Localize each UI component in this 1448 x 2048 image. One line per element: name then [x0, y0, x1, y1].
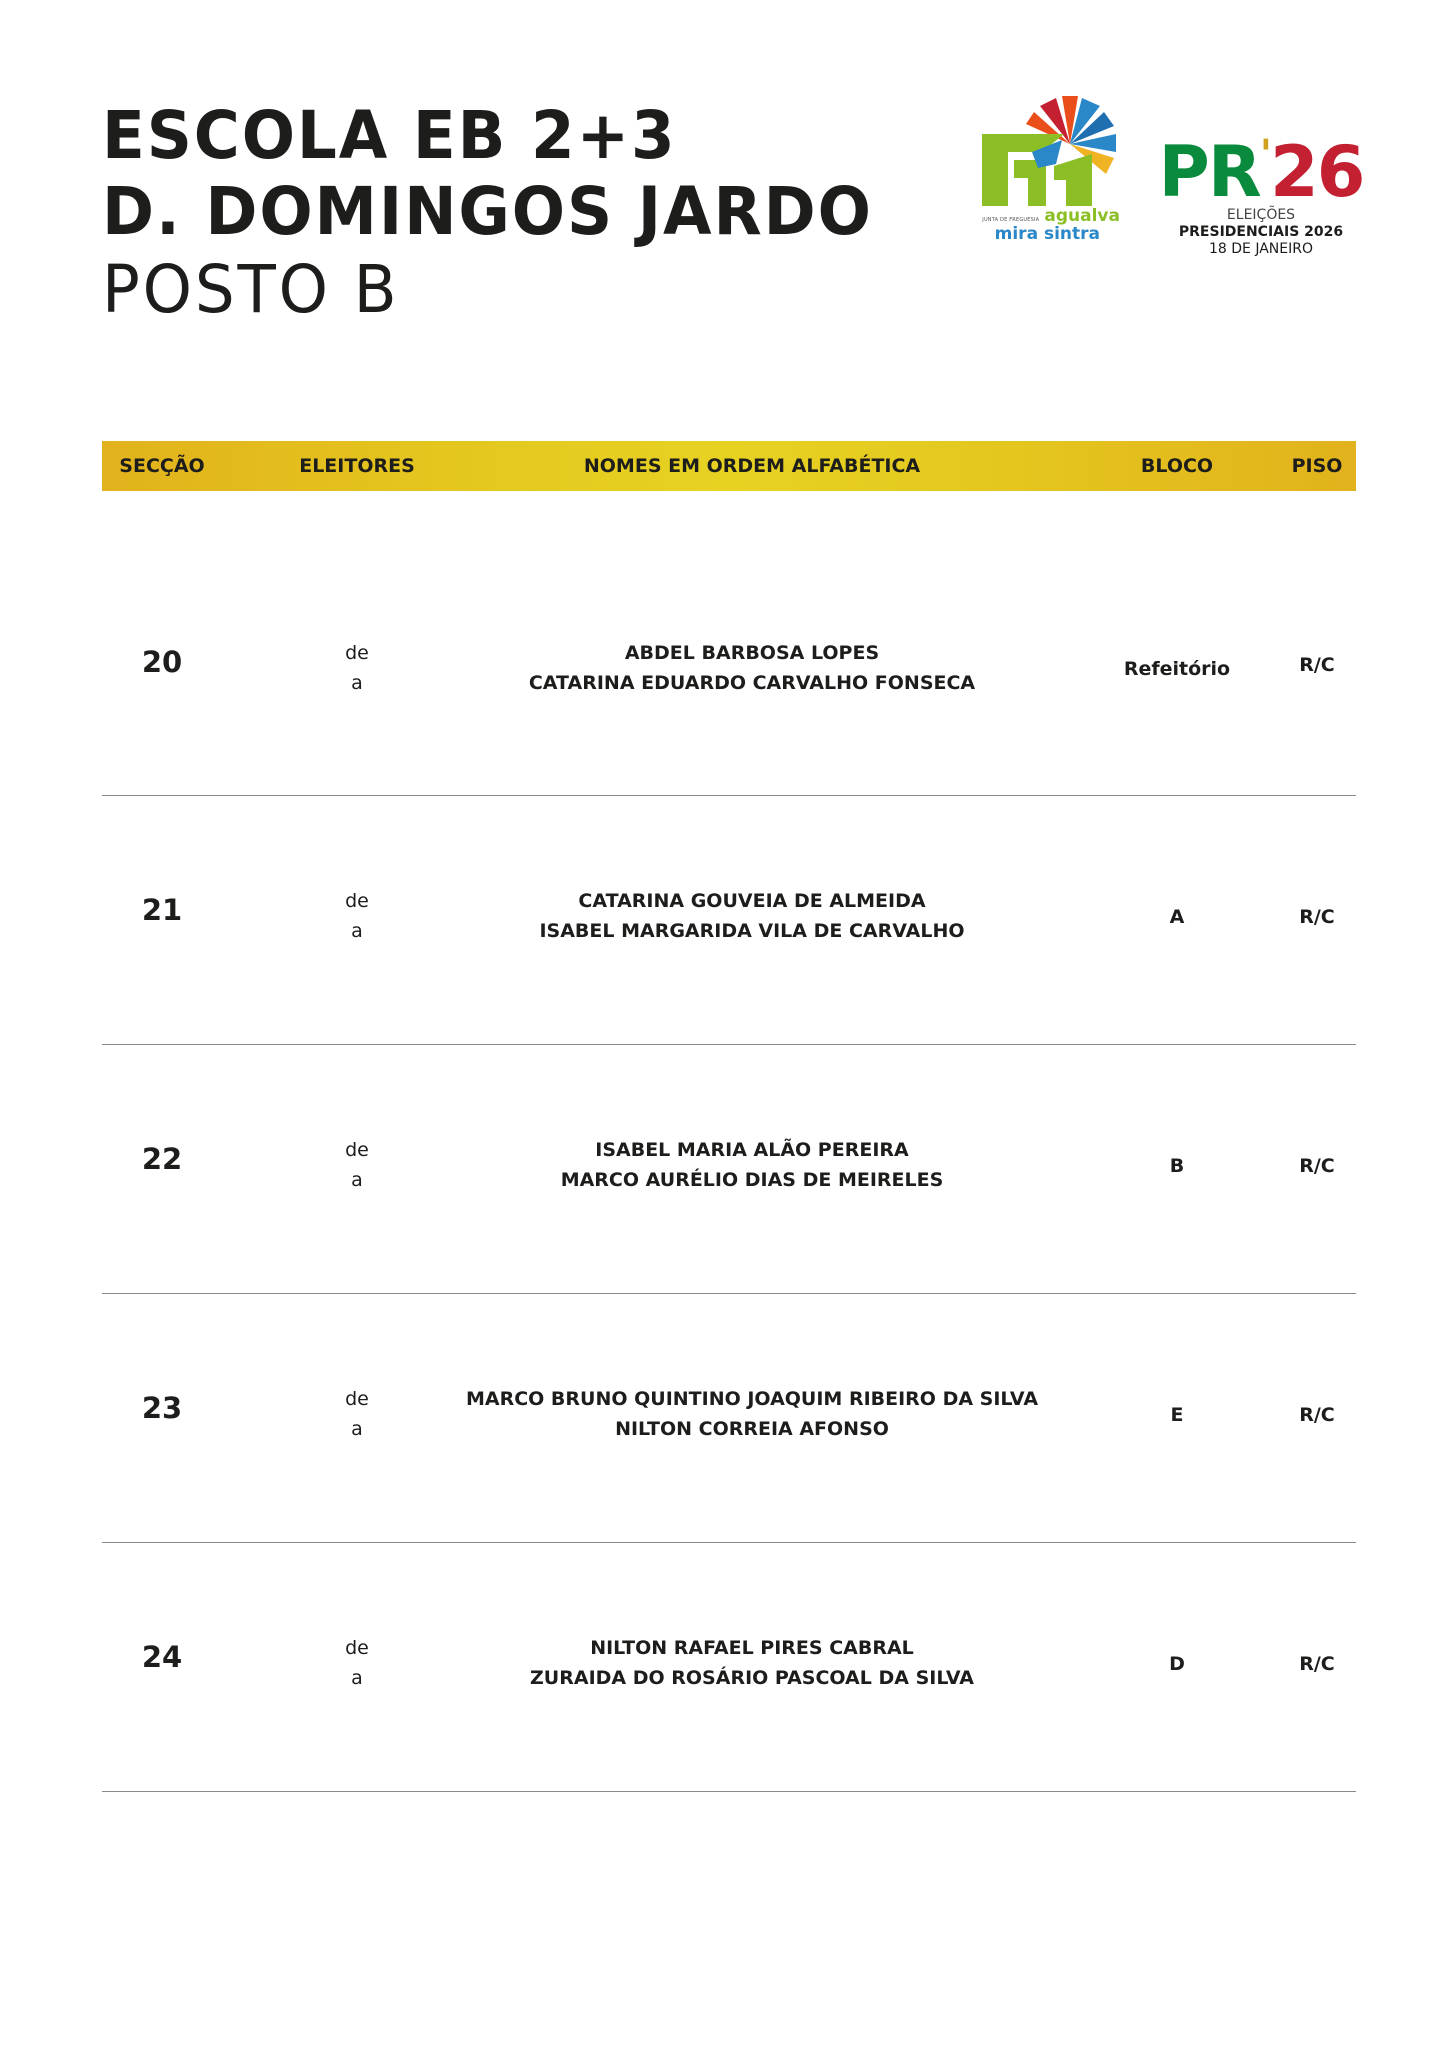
page-title: [102, 98, 913, 330]
name-to: ZURAIDA DO ROSÁRIO PASCOAL DA SILVA: [530, 1667, 974, 1689]
junta-freguesia-wordmark: [972, 206, 1120, 243]
row-names: [412, 886, 1092, 946]
name-to: ISABEL MARGARIDA VILA DE CARVALHO: [539, 920, 965, 942]
pr-letters: PR: [1158, 131, 1260, 213]
header-piso: PISO: [1291, 455, 1343, 477]
row-names: [412, 1135, 1092, 1195]
pr-presidenciais: PRESIDENCIAIS 2026: [1178, 224, 1344, 240]
name-from: ISABEL MARIA ALÃO PEREIRA: [595, 1139, 909, 1161]
row-eleitores: [302, 886, 412, 946]
mira-sintra-label: mira sintra: [994, 224, 1100, 244]
row-bloco: Refeitório: [1123, 658, 1231, 680]
row-piso: R/C: [1299, 1404, 1335, 1426]
table-row: [102, 1542, 1356, 1792]
table-row: [102, 795, 1356, 1045]
row-names: [412, 1633, 1092, 1693]
junta-small-label: JUNTA DE FREGUESIA: [982, 217, 1040, 223]
de-label: de: [345, 890, 369, 912]
a-label: a: [351, 672, 363, 694]
row-piso: R/C: [1299, 1653, 1335, 1675]
pr-eleicoes: ELEIÇÕES: [1226, 207, 1296, 223]
row-eleitores: [302, 1384, 412, 1444]
row-bloco: D: [1169, 1653, 1185, 1675]
header-seccao: SECÇÃO: [119, 455, 205, 477]
pr-number: 26: [1270, 131, 1364, 213]
row-piso: R/C: [1299, 1155, 1335, 1177]
row-bloco: B: [1169, 1155, 1185, 1177]
row-eleitores: [302, 638, 412, 698]
posto-label: POSTO B: [102, 251, 400, 328]
de-label: de: [345, 1388, 369, 1410]
de-label: de: [345, 1139, 369, 1161]
name-to: NILTON CORREIA AFONSO: [615, 1418, 889, 1440]
row-names: [412, 638, 1092, 698]
row-seccao: 24: [141, 1640, 183, 1674]
name-to: CATARINA EDUARDO CARVALHO FONSECA: [528, 672, 976, 694]
row-piso: R/C: [1299, 654, 1335, 676]
header-nomes: NOMES EM ORDEM ALFABÉTICA: [583, 455, 921, 477]
name-from: NILTON RAFAEL PIRES CABRAL: [590, 1637, 914, 1659]
a-label: a: [351, 1418, 363, 1440]
row-piso: R/C: [1299, 906, 1335, 928]
row-seccao: 23: [141, 1391, 183, 1425]
agualva-label: agualva: [1044, 206, 1120, 226]
row-bloco: E: [1170, 1404, 1184, 1426]
pr-apostrophe: ': [1259, 132, 1271, 178]
de-label: de: [345, 642, 369, 664]
a-label: a: [351, 1667, 363, 1689]
header-bloco: BLOCO: [1140, 455, 1214, 477]
row-bloco: A: [1169, 906, 1185, 928]
name-from: MARCO BRUNO QUINTINO JOAQUIM RIBEIRO DA SILVA: [465, 1388, 1039, 1410]
a-label: a: [351, 1169, 363, 1191]
name-from: ABDEL BARBOSA LOPES: [624, 642, 880, 664]
row-eleitores: [302, 1135, 412, 1195]
name-from: CATARINA GOUVEIA DE ALMEIDA: [578, 890, 926, 912]
row-names: [412, 1384, 1092, 1444]
table-row: [102, 1044, 1356, 1294]
row-seccao: 21: [141, 893, 183, 927]
table-row: [102, 546, 1356, 796]
school-name-line1: ESCOLA EB 2+3: [102, 97, 677, 174]
row-seccao: 20: [141, 645, 183, 679]
pr26-logo: [1158, 118, 1364, 258]
row-eleitores: [302, 1633, 412, 1693]
row-seccao: 22: [141, 1142, 183, 1176]
school-name-line2: D. DOMINGOS JARDO: [102, 173, 873, 250]
a-label: a: [351, 920, 363, 942]
de-label: de: [345, 1637, 369, 1659]
pr-date: 18 DE JANEIRO: [1209, 241, 1313, 257]
table-row: [102, 1293, 1356, 1543]
name-to: MARCO AURÉLIO DIAS DE MEIRELES: [560, 1169, 944, 1191]
table-header: [102, 441, 1356, 491]
header-eleitores: ELEITORES: [299, 455, 415, 477]
pr26-mark: [1158, 118, 1364, 213]
